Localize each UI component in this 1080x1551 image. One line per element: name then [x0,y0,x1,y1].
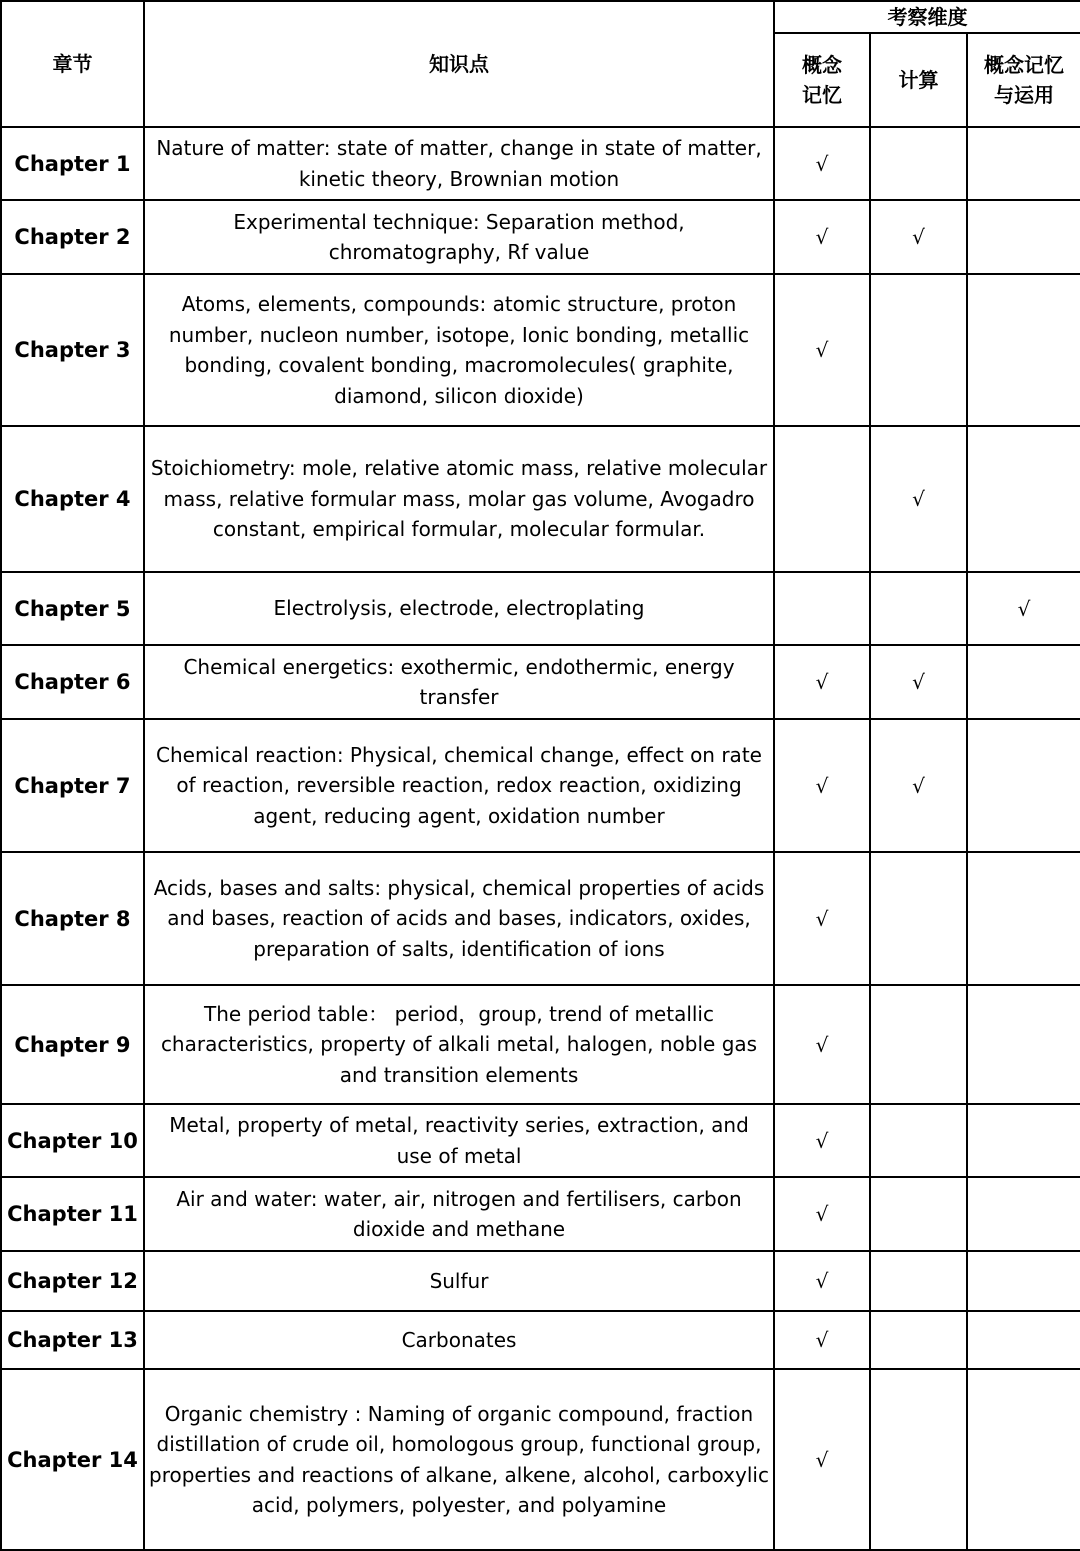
chapter-cell: Chapter 10 [1,1104,144,1177]
concept-mark [774,572,870,645]
chapter-cell: Chapter 11 [1,1177,144,1251]
apply-mark [967,645,1080,719]
header-concept: 概念记忆 [774,33,870,127]
calc-mark: √ [870,645,967,719]
header-dimension: 考察维度 [774,1,1080,33]
knowledge-cell: Air and water: water, air, nitrogen and fertilisers, carbon dioxide and methane [144,1177,774,1251]
apply-mark [967,127,1080,200]
knowledge-cell: Acids, bases and salts: physical, chemical properties of acids and bases, reaction of acids and bases, indicators, oxides, preparation of salts, identification of ions [144,852,774,985]
table-row [1,985,1080,1104]
table-row [1,200,1080,274]
knowledge-cell: Carbonates [144,1311,774,1369]
chapter-cell: Chapter 7 [1,719,144,852]
table-row [1,1104,1080,1177]
concept-mark: √ [774,1177,870,1251]
table-row [1,1311,1080,1369]
table-row [1,1177,1080,1251]
header-chapter: 章节 [1,1,144,127]
knowledge-cell: Organic chemistry : Naming of organic compound, fraction distillation of crude oil, homologous group, functional group, properties and reactions of alkane, alkene, alcohol, carboxylic acid, polymers, polyester, and polyamine [144,1369,774,1550]
apply-mark [967,200,1080,274]
apply-mark [967,852,1080,985]
table-row [1,426,1080,572]
concept-mark: √ [774,1104,870,1177]
calc-mark: √ [870,426,967,572]
chapter-cell: Chapter 1 [1,127,144,200]
apply-mark [967,1369,1080,1550]
header-apply: 概念记忆与运用 [967,33,1080,127]
calc-mark [870,1311,967,1369]
chapter-cell: Chapter 6 [1,645,144,719]
calc-mark: √ [870,719,967,852]
knowledge-cell: Electrolysis, electrode, electroplating [144,572,774,645]
knowledge-cell: Chemical reaction: Physical, chemical change, effect on rate of reaction, reversible reaction, redox reaction, oxidizing agent, reducing agent, oxidation number [144,719,774,852]
chapter-cell: Chapter 12 [1,1251,144,1311]
apply-mark [967,1177,1080,1251]
header-calc: 计算 [870,33,967,127]
calc-mark: √ [870,200,967,274]
concept-mark [774,426,870,572]
table-row [1,572,1080,645]
knowledge-cell: The period table： period，group, trend of metallic characteristics, property of alkali metal, halogen, noble gas and transition elements [144,985,774,1104]
calc-mark [870,572,967,645]
calc-mark [870,1251,967,1311]
concept-mark: √ [774,127,870,200]
calc-mark [870,985,967,1104]
concept-mark: √ [774,852,870,985]
knowledge-cell: Atoms, elements, compounds: atomic structure, proton number, nucleon number, isotope, Ionic bonding, metallic bonding, covalent bonding, macromolecules( graphite, diamond, silicon dioxide) [144,274,774,426]
table-row [1,645,1080,719]
concept-mark: √ [774,274,870,426]
table-row [1,852,1080,985]
apply-mark [967,719,1080,852]
calc-mark [870,1104,967,1177]
concept-mark: √ [774,719,870,852]
table-row [1,1251,1080,1311]
knowledge-cell: Sulfur [144,1251,774,1311]
chapter-cell: Chapter 2 [1,200,144,274]
calc-mark [870,1177,967,1251]
calc-mark [870,127,967,200]
knowledge-cell: Metal, property of metal, reactivity series, extraction, and use of metal [144,1104,774,1177]
table-row [1,274,1080,426]
knowledge-cell: Stoichiometry: mole, relative atomic mass, relative molecular mass, relative formular mass, molar gas volume, Avogadro constant, empirical formular, molecular formular. [144,426,774,572]
chapter-cell: Chapter 3 [1,274,144,426]
calc-mark [870,852,967,985]
chapter-cell: Chapter 14 [1,1369,144,1550]
knowledge-cell: Chemical energetics: exothermic, endothermic, energy transfer [144,645,774,719]
concept-mark: √ [774,1311,870,1369]
calc-mark [870,274,967,426]
concept-mark: √ [774,1369,870,1550]
table-row [1,127,1080,200]
knowledge-cell: Experimental technique: Separation method, chromatography, Rf value [144,200,774,274]
apply-mark [967,274,1080,426]
concept-mark: √ [774,645,870,719]
chapter-cell: Chapter 8 [1,852,144,985]
table-row [1,719,1080,852]
apply-mark [967,1251,1080,1311]
apply-mark [967,1104,1080,1177]
chapter-cell: Chapter 4 [1,426,144,572]
chapter-cell: Chapter 9 [1,985,144,1104]
concept-mark: √ [774,985,870,1104]
apply-mark [967,1311,1080,1369]
concept-mark: √ [774,200,870,274]
calc-mark [870,1369,967,1550]
apply-mark: √ [967,572,1080,645]
chapter-cell: Chapter 13 [1,1311,144,1369]
concept-mark: √ [774,1251,870,1311]
knowledge-cell: Nature of matter: state of matter, change in state of matter, kinetic theory, Brownian motion [144,127,774,200]
header-row-top [1,1,1080,33]
apply-mark [967,426,1080,572]
header-knowledge: 知识点 [144,1,774,127]
table-row [1,1369,1080,1550]
apply-mark [967,985,1080,1104]
chapter-cell: Chapter 5 [1,572,144,645]
